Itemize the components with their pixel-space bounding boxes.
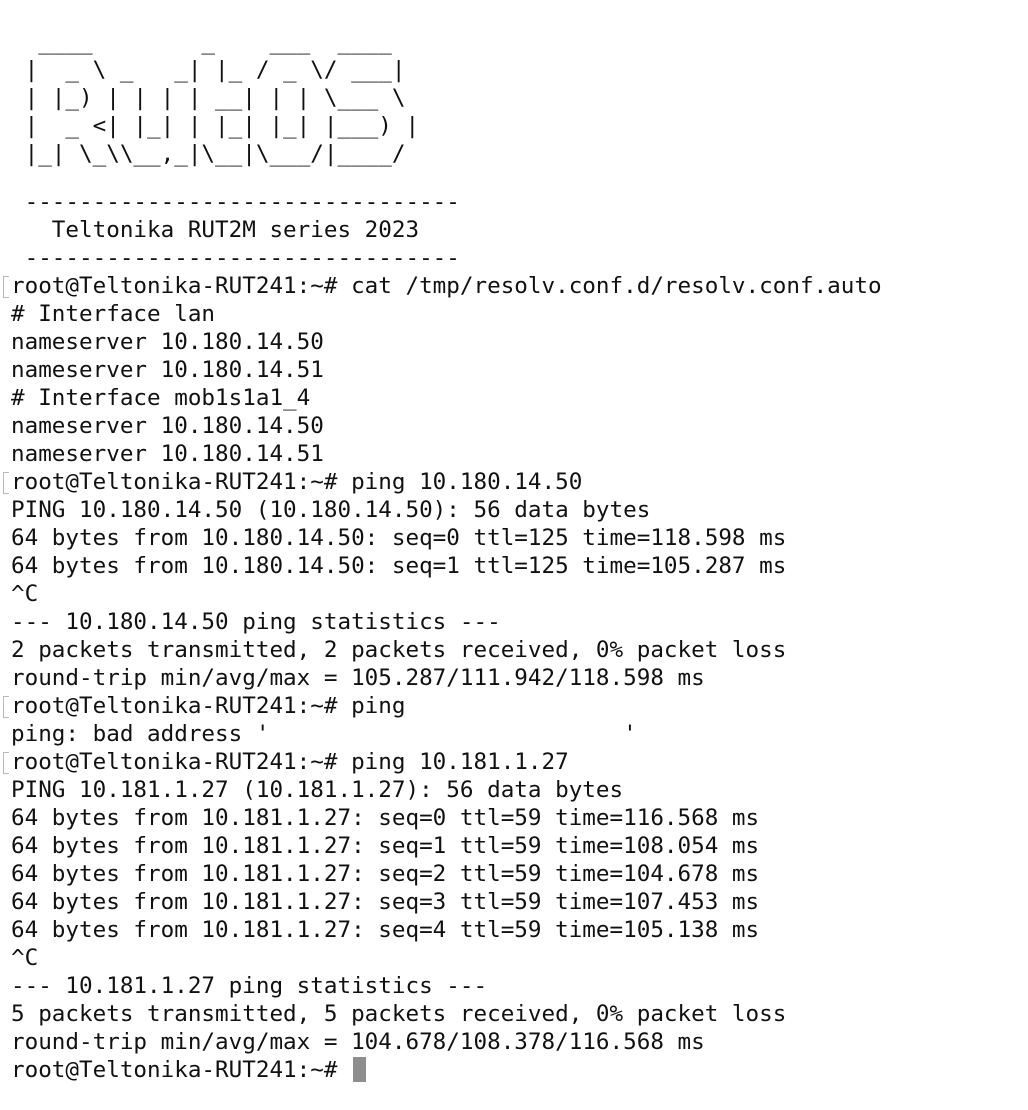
output-line: 5 packets transmitted, 5 packets received, 0% packet loss <box>11 1001 787 1027</box>
output-line: 64 bytes from 10.181.1.27: seq=2 ttl=59 time=104.678 ms <box>11 861 760 887</box>
output-line: --- 10.181.1.27 ping statistics --- <box>11 973 488 999</box>
output-line: 64 bytes from 10.180.14.50: seq=1 ttl=125 time=105.287 ms <box>11 553 787 579</box>
output-line: # Interface mob1s1a1_4 <box>11 385 311 411</box>
output-line: 64 bytes from 10.181.1.27: seq=4 ttl=59 time=105.138 ms <box>11 917 760 943</box>
banner-logo-line-3: | |_) | | | | __| | | \___ \ <box>11 85 420 111</box>
command-mark-icon <box>3 696 9 718</box>
command-mark-icon <box>3 752 9 774</box>
output-line: nameserver 10.180.14.50 <box>11 329 324 355</box>
output-line: 64 bytes from 10.181.1.27: seq=3 ttl=59 time=107.453 ms <box>11 889 760 915</box>
command-mark-icon <box>3 472 9 494</box>
banner-logo-line-4: | _ <| |_| | |_| |_| |___) | <box>11 113 420 139</box>
block-cursor-icon <box>353 1057 366 1082</box>
output-line: nameserver 10.180.14.51 <box>11 441 324 467</box>
banner-logo-line-1: ____ _ ___ ____ <box>11 29 420 55</box>
output-line: nameserver 10.180.14.50 <box>11 413 324 439</box>
output-line: round-trip min/avg/max = 104.678/108.378/116.568 ms <box>11 1029 705 1055</box>
output-line: ^C <box>11 945 39 971</box>
output-line: ^C <box>11 581 39 607</box>
banner-logo-line-5: |_| \_\\__,_|\__|\___/|____/ <box>11 141 420 167</box>
command-mark-icon <box>3 276 9 298</box>
output-line: 64 bytes from 10.180.14.50: seq=0 ttl=125 time=118.598 ms <box>11 525 787 551</box>
command-line: root@Teltonika-RUT241:~# cat /tmp/resolv.conf.d/resolv.conf.auto <box>11 273 882 299</box>
output-line: --- 10.180.14.50 ping statistics --- <box>11 609 501 635</box>
output-line: ping: bad address ' ' <box>11 721 637 747</box>
output-line: # Interface lan <box>11 301 216 327</box>
prompt-text: root@Teltonika-RUT241:~# <box>11 1057 352 1083</box>
command-line: root@Teltonika-RUT241:~# ping <box>11 693 406 719</box>
command-prompt-line[interactable] <box>11 1056 366 1084</box>
output-line: 2 packets transmitted, 2 packets received, 0% packet loss <box>11 637 787 663</box>
banner-subtitle: Teltonika RUT2M series 2023 <box>11 217 420 243</box>
output-line: PING 10.180.14.50 (10.180.14.50): 56 data bytes <box>11 497 651 523</box>
banner-rule-bottom: -------------------------------- <box>11 245 460 271</box>
output-line: PING 10.181.1.27 (10.181.1.27): 56 data bytes <box>11 777 624 803</box>
command-line: root@Teltonika-RUT241:~# ping 10.180.14.50 <box>11 469 583 495</box>
banner-logo-line-2: | _ \ _ _| |_ / _ \/ ___| <box>11 57 420 83</box>
command-line: root@Teltonika-RUT241:~# ping 10.181.1.27 <box>11 749 569 775</box>
banner-rule-top: -------------------------------- <box>11 189 460 215</box>
output-line: round-trip min/avg/max = 105.287/111.942/118.598 ms <box>11 665 705 691</box>
output-line: nameserver 10.180.14.51 <box>11 357 324 383</box>
output-line: 64 bytes from 10.181.1.27: seq=0 ttl=59 time=116.568 ms <box>11 805 760 831</box>
output-line: 64 bytes from 10.181.1.27: seq=1 ttl=59 time=108.054 ms <box>11 833 760 859</box>
